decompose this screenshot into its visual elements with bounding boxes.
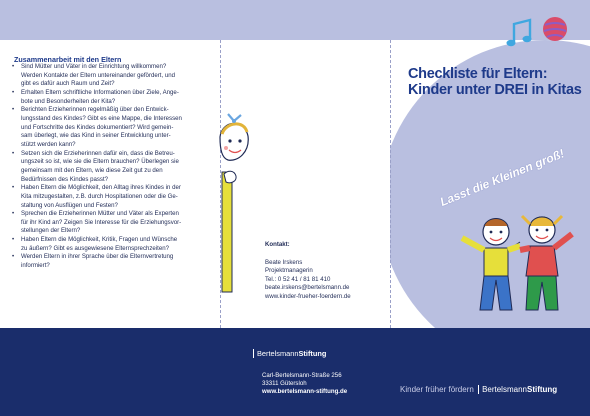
section-title: Zusammenarbeit mit den Eltern: [14, 55, 122, 64]
list-item: • Sprechen die Erzieherinnen Mütter und Väter als Experten für ihr Kind an? Zeigen Sie Interesse für die Erziehungsvor- stellungen der Eltern?: [8, 210, 204, 236]
contact-label: Kontakt:: [265, 241, 290, 248]
ball-icon: [541, 15, 569, 43]
contact-role: Projektmanagerin: [265, 267, 313, 275]
checklist: [8, 63, 204, 271]
contact-block: [265, 241, 351, 302]
contact-web[interactable]: www.kinder-frueher-foerdern.de: [265, 292, 351, 300]
music-note-icon: [504, 18, 534, 50]
list-item: • Erhalten Eltern schriftliche Informationen über Ziele, Ange- bote und Besonderheiten der Kita?: [8, 89, 204, 106]
list-item: • Berichten Erzieherinnen regelmäßig über den Entwick- lungsstand des Kindes? Gibt es eine Mappe, die Interessen und Fortschritte des Kindes dokumentiert? Wird gemein- sam überlegt, wie das Kind in seiner Entwicklung unter- stützt werden kann?: [8, 106, 204, 149]
slogan: Lasst die Kleinen groß!: [438, 146, 567, 209]
footer-address: [262, 372, 347, 397]
list-item: • Haben Eltern die Möglichkeit, Kritik, Fragen und Wünsche zu äußern? Gibt es ausgewiesene Elternsprechzeiten?: [8, 236, 204, 253]
list-item: • Haben Eltern die Möglichkeit, den Alltag ihres Kindes in der Kita mitzugestalten, z.B. durch Hospitationen oder die Ge- staltung von Ausflügen und Festen?: [8, 184, 204, 210]
footer-street: Carl-Bertelsmann-Straße 256: [262, 372, 342, 379]
footer-city: 33311 Gütersloh: [262, 380, 307, 388]
children-illustration: [458, 210, 578, 320]
footer-web[interactable]: www.bertelsmann-stiftung.de: [262, 388, 348, 396]
footer-tagline: Kinder früher fördern BertelsmannStiftung: [400, 385, 558, 394]
footer-brand: BertelsmannStiftung: [478, 385, 557, 394]
contact-name: Beate Irskens: [265, 258, 303, 266]
fold-line: [390, 40, 391, 328]
contact-phone: Tel.: 0 52 41 / 81 81 410: [265, 275, 331, 283]
list-item: • Werden Eltern in ihrer Sprache über die Elternvertretung informiert?: [8, 253, 204, 270]
list-item: • Setzen sich die Erzieherinnen dafür ein, dass die Betreu- ungszeit so ist, wie sie die Eltern brauchen? Überlegen sie gemeinsam mit den Eltern, wie diese Zeit gut zu den Bedürfnissen des Kindes passt?: [8, 150, 204, 185]
list-item: • Sind Mütter und Väter in der Einrichtung willkommen? Werden Kontakte der Eltern untereinander gefördert, und gibt es dafür auch Raum und Zeit?: [8, 63, 204, 89]
footer-logo: BertelsmannStiftung: [253, 349, 326, 358]
contact-email[interactable]: beate.irskens@bertelsmann.de: [265, 284, 350, 292]
peeking-child-illustration: [214, 112, 254, 302]
cover-title: Checkliste für Eltern: Kinder unter DREI in Kitas: [408, 66, 582, 98]
top-band: [0, 0, 590, 40]
